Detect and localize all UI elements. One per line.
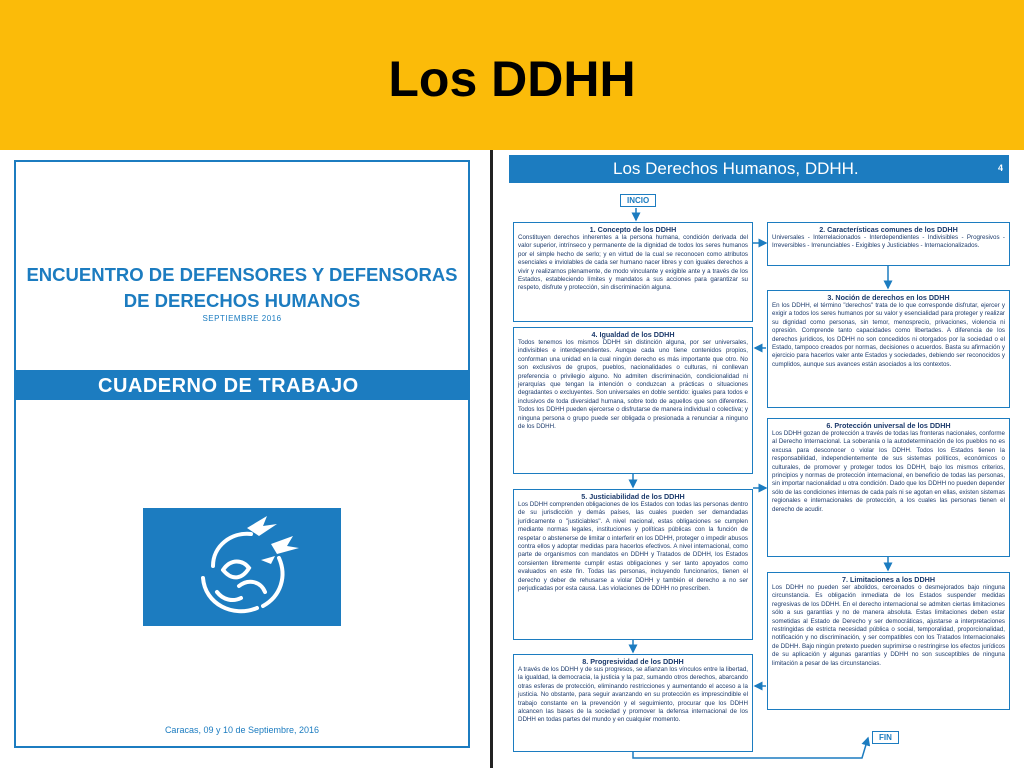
cover-title-line1: ENCUENTRO DE DEFENSORES Y DEFENSORAS [26,264,458,285]
box-title: 3. Noción de derechos en los DDHH [827,293,950,302]
box-title: 2. Características comunes de los DDHH [819,225,958,234]
flowchart-box-nocion [767,290,1010,408]
flowchart-box-progresividad [513,654,753,752]
flowchart-box-caracteristicas [767,222,1010,266]
box-text: A través de los DDHH y de sus progresos, se afianzan los vínculos entre la libertad, la igualdad, la democracia, la justicia y la paz, sumando otros derechos, abarcando otras esferas de protección, eliminando restricciones y aumentando el acceso a la justicia. No obstante, para seguir avanzando en su protección es imprescindible el trabajo constante en la prevención y el seguimiento, procurar que los DDHH alcancen las bases de la sociedad y promover la defensa internacional de los DDHH en todas partes del mundo y en cualquier momento. [518,666,748,724]
flowchart-box-limitaciones [767,572,1010,710]
start-label: INCIO [620,194,656,207]
box-title: 5. Justiciabilidad de los DDHH [581,492,685,501]
box-text: Los DDHH comprenden obligaciones de los Estados con todas las personas dentro de su jurisdicción y demás países, las cuales pueden ser demandadas jurídicamente o "justiciables". A nivel nacional, estas obligaciones se cumplen mediante normas legales, instituciones y políticas públicas con la función de respetar o abstenerse de limitar o interferir en los DDHH, proteger o impedir abusos contra ellos y adoptar medidas para hacerlos efectivos. A nivel internacional, como parte de organismos con mandatos en DDHH y Tratados de DDHH, los Estados consienten libremente cumplir estas obligaciones y ser tanto apoyados como evaluados en este fin. Todas las personas, incluyendo funcionarios, tienen el derecho y deber de rehusarse a violar DDHH y también el derecho a no ser perjudicadas por esta causa. Las violaciones de DDHH no prescriben. [518,501,748,593]
box-title: 7. Limitaciones a los DDHH [841,575,936,584]
slide-title: Los DDHH [388,51,636,107]
box-title: 6. Protección universal de los DDHH [826,421,951,430]
box-text: Los DDHH no pueden ser abolidos, cercenados o desmejorados bajo ninguna circunstancia. Es obligación inmediata de los Estados suspender medidas regresivas de los DDHH. En el derecho internacional se admiten ciertas limitaciones sólo a sus garantías y no de manera absoluta. Estas limitaciones deben estar sometidas al Estado de Derecho y ser democráticas, ajustarse a interpretaciones restringidas de estricta necesidad pública o social, temporalidad, proporcionalidad, notificación y no discriminación, y ser compatibles con los Tratados Internacionales de DDHH. Bajo ningún pretexto pueden suprimirse o restringirse los efectos jurídicos de su aplicación y algunas garantías y DDHH no son susceptibles de ninguna limitación a pesar de las circunstancias. [772,584,1005,667]
box-text: Todos tenemos los mismos DDHH sin distinción alguna, por ser universales, indivisibles e interdependientes. Aunque cada uno tiene contenidos propios, conforman una unidad en la cual ningún derecho es más importante que otro. No son exclusivos de grupos, pueblos, nacionalidades o culturas, ni conllevan preferencia o privilegio alguno. No admiten discriminación, condicionalidad ni jerarquías que tengan la intención o conduzcan a prácticas o situaciones degradantes o excluyentes. Son universales en doble sentido: iguales para todos e inclusivos de toda diversidad humana, sobre todo de aquellos que son diferentes. Todos los DDHH pueden ejercerse o disfrutarse de manera individual o colectiva; y ninguna persona o grupo puede ser obligada o presionada a renunciar a ninguno de los DDHH. [518,339,748,431]
box-text: Universales - Interrelacionados - Interdependientes - Indivisibles - Progresivos - Irreversibles - Irrenunciables - Exigibles y Justiciables - Internacionalizados. [772,234,1005,250]
flowchart-title: Los Derechos Humanos, DDHH. [613,159,859,178]
cover-date: SEPTIEMBRE 2016 [202,314,282,323]
box-text: Los DDHH gozan de protección a través de todas las fronteras nacionales, conforme al Derecho Internacional. La soberanía o la autodeterminación de los pueblos no es excusa para desconocer o violar los DDHH. Todos los Estados tienen la responsabilidad, independientemente de sus sistemas políticos, económicos o culturales, de promover y proteger todos los DDHH, bajo los mismos criterios, principios y normas de protección internacional, en beneficio de todas las personas, sin importar nacionalidad u otra condición. Dado que los DDHH no pueden depender sólo de las condiciones internas de cada país ni se agotan en ellas, existen sistemas regionales e internacionales de protección, a los cuales las personas tienen el derecho de acudir. [772,430,1005,513]
box-title: 4. Igualdad de los DDHH [591,330,675,339]
flowchart-box-proteccion [767,418,1010,557]
flowchart-box-concepto [513,222,753,322]
cover-title-line2: DE DERECHOS HUMANOS [123,290,361,311]
box-text: En los DDHH, el término "derechos" trata de lo que corresponde disfrutar, ejercer y exigir a todos los seres humanos por su valor y esencialidad para proteger y realizar su dignidad como personas, sin temor, menosprecio, privaciones, violencia ni opresión. Comprende tanto capacidades como libertades. A diferencia de los derechos jurídicos, los DDHH no son concedidos ni otorgados por la sociedad o el Estado, tampoco creados por normas, decisiones o acuerdos. Basta su afirmación y ejercicio para hacerlos valer ante Estados y sociedades, debiendo ser reconocidos y cumplidos, aunque sus avances están asociados a los contextos. [772,302,1005,368]
flowchart-box-igualdad [513,327,753,474]
page-number: 4 [997,163,1003,173]
box-title: 1. Concepto de los DDHH [589,225,677,234]
cover-footer: Caracas, 09 y 10 de Septiembre, 2016 [164,725,320,735]
box-text: Constituyen derechos inherentes a la persona humana, condición derivada del valor superior, intrínseco y permanente de la dignidad de todos los seres humanos por el simple hecho de serlo; y en virtud de la cual se reconocen como atributos esenciales e inviolables de cada ser humano nacer libres y con iguales derechos a vivir y realizarnos plenamente, de modo vinculante y exigible ante y a través de los Estados, estableciendo límites y mandatos a sus acciones para garantizar su respeto, disfrute y protección, sin discriminación alguna. [518,234,748,292]
end-label: FIN [872,731,899,744]
flowchart-box-justiciabilidad [513,489,753,640]
cover-band-label: CUADERNO DE TRABAJO [98,375,359,397]
box-title: 8. Progresividad de los DDHH [582,657,684,666]
